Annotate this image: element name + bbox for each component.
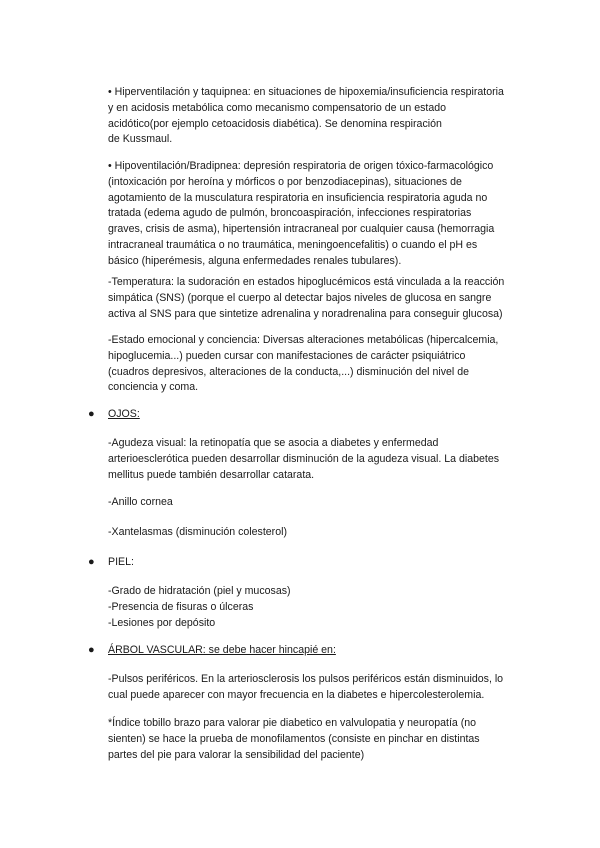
list-item: -Presencia de fisuras o úlceras xyxy=(108,600,254,613)
heading-piel: PIEL: xyxy=(108,556,134,568)
text-line: *Índice tobillo brazo para valorar pie diabetico en valvulopatia y neuropatía (no xyxy=(108,717,477,729)
text-line: • Hipoventilación/Bradipnea: depresión respiratoria de origen tóxico-farmacológico xyxy=(108,160,494,172)
list-item: -Lesiones por depósito xyxy=(108,616,216,629)
text-line: • Hiperventilación y taquipnea: en situaciones de hipoxemia/insuficiencia respiratoria xyxy=(108,86,504,98)
list-piel xyxy=(108,584,528,631)
text-line: arterioesclerótica pueden desarrollar disminución de la agudeza visual. La diabetes xyxy=(108,452,500,465)
paragraph-pulsos-perifericos xyxy=(108,672,528,704)
paragraph-hipoventilacion xyxy=(108,159,528,270)
text-line: sienten) se hace la prueba de monofilamentos (consiste en pinchar en distintas xyxy=(108,732,480,745)
text-line: -Xantelasmas (disminución colesterol) xyxy=(108,526,287,538)
text-line: (cuadros depresivos, alteraciones de la conducta,...) disminución del nivel de xyxy=(108,365,469,378)
paragraph-anillo-cornea xyxy=(108,495,528,511)
paragraph-estado-emocional xyxy=(108,333,528,396)
text-line: tratada (edema agudo de pulmón, broncoaspiración, infecciones respiratorias xyxy=(108,207,472,220)
paragraph-indice-tobillo-brazo xyxy=(108,716,528,763)
text-line: de Kussmaul. xyxy=(108,133,173,146)
text-line: partes del pie para valorar la sensibilidad del paciente) xyxy=(108,748,365,761)
text-line: -Agudeza visual: la retinopatía que se asocia a diabetes y enfermedad xyxy=(108,437,439,449)
text-line: -Pulsos periféricos. En la arteriosclerosis los pulsos periféricos están disminuidos, lo xyxy=(108,673,504,685)
text-line: simpática (SNS) (porque el cuerpo al detectar bajos niveles de glucosa en sangre xyxy=(108,291,492,304)
paragraph-temperatura xyxy=(108,275,528,322)
text-line: acidótico(por ejemplo cetoacidosis diabética). Se denomina respiración xyxy=(108,117,442,130)
list-item: -Grado de hidratación (piel y mucosas) xyxy=(108,585,291,597)
text-line: y en acidosis metabólica como mecanismo compensatorio de un estado xyxy=(108,101,447,114)
text-line: intracraneal traumática o no traumática, meningoencefalitis) o cuando el pH es xyxy=(108,238,478,251)
text-line: -Temperatura: la sudoración en estados hipoglucémicos está vinculada a la reacción xyxy=(108,276,505,288)
text-line: hipoglucemia...) pueden cursar con manifestaciones de carácter psiquiátrico xyxy=(108,349,466,362)
heading-ojos: OJOS: xyxy=(108,408,140,420)
text-line: conciencia y coma. xyxy=(108,381,199,394)
bullet-piel: ● xyxy=(88,556,95,568)
text-line: activa al SNS para que sintetize adrenalina y noradrenalina para conseguir glucosa) xyxy=(108,307,503,320)
heading-arbol-vascular: ÁRBOL VASCULAR: se debe hacer hincapié en: xyxy=(108,644,336,656)
text-line: agotamiento de la musculatura respiratoria en insuficiencia respiratoria aguda no xyxy=(108,191,488,204)
paragraph-xantelasmas xyxy=(108,525,528,541)
text-line: cual puede aparecer con mayor frecuencia en la diabetes e hipercolesterolemia. xyxy=(108,688,485,701)
text-line: graves, crisis de asma), hipertensión intracraneal por cualquier causa (hemorragia xyxy=(108,223,495,236)
paragraph-agudeza-visual xyxy=(108,436,528,483)
paragraph-hiperventilacion xyxy=(108,85,528,148)
bullet-ojos: ● xyxy=(88,408,95,420)
bullet-arbol-vascular: ● xyxy=(88,644,95,656)
text-line: -Anillo cornea xyxy=(108,496,173,508)
text-line: básico (hiperémesis, alguna enfermedades renales tubulares). xyxy=(108,254,402,267)
text-line: -Estado emocional y conciencia: Diversas alteraciones metabólicas (hipercalcemia, xyxy=(108,334,499,346)
text-line: (intoxicación por heroína y mórficos o por benzodiacepinas), situaciones de xyxy=(108,175,462,188)
text-line: mellitus puede también desarrollar catarata. xyxy=(108,468,315,481)
